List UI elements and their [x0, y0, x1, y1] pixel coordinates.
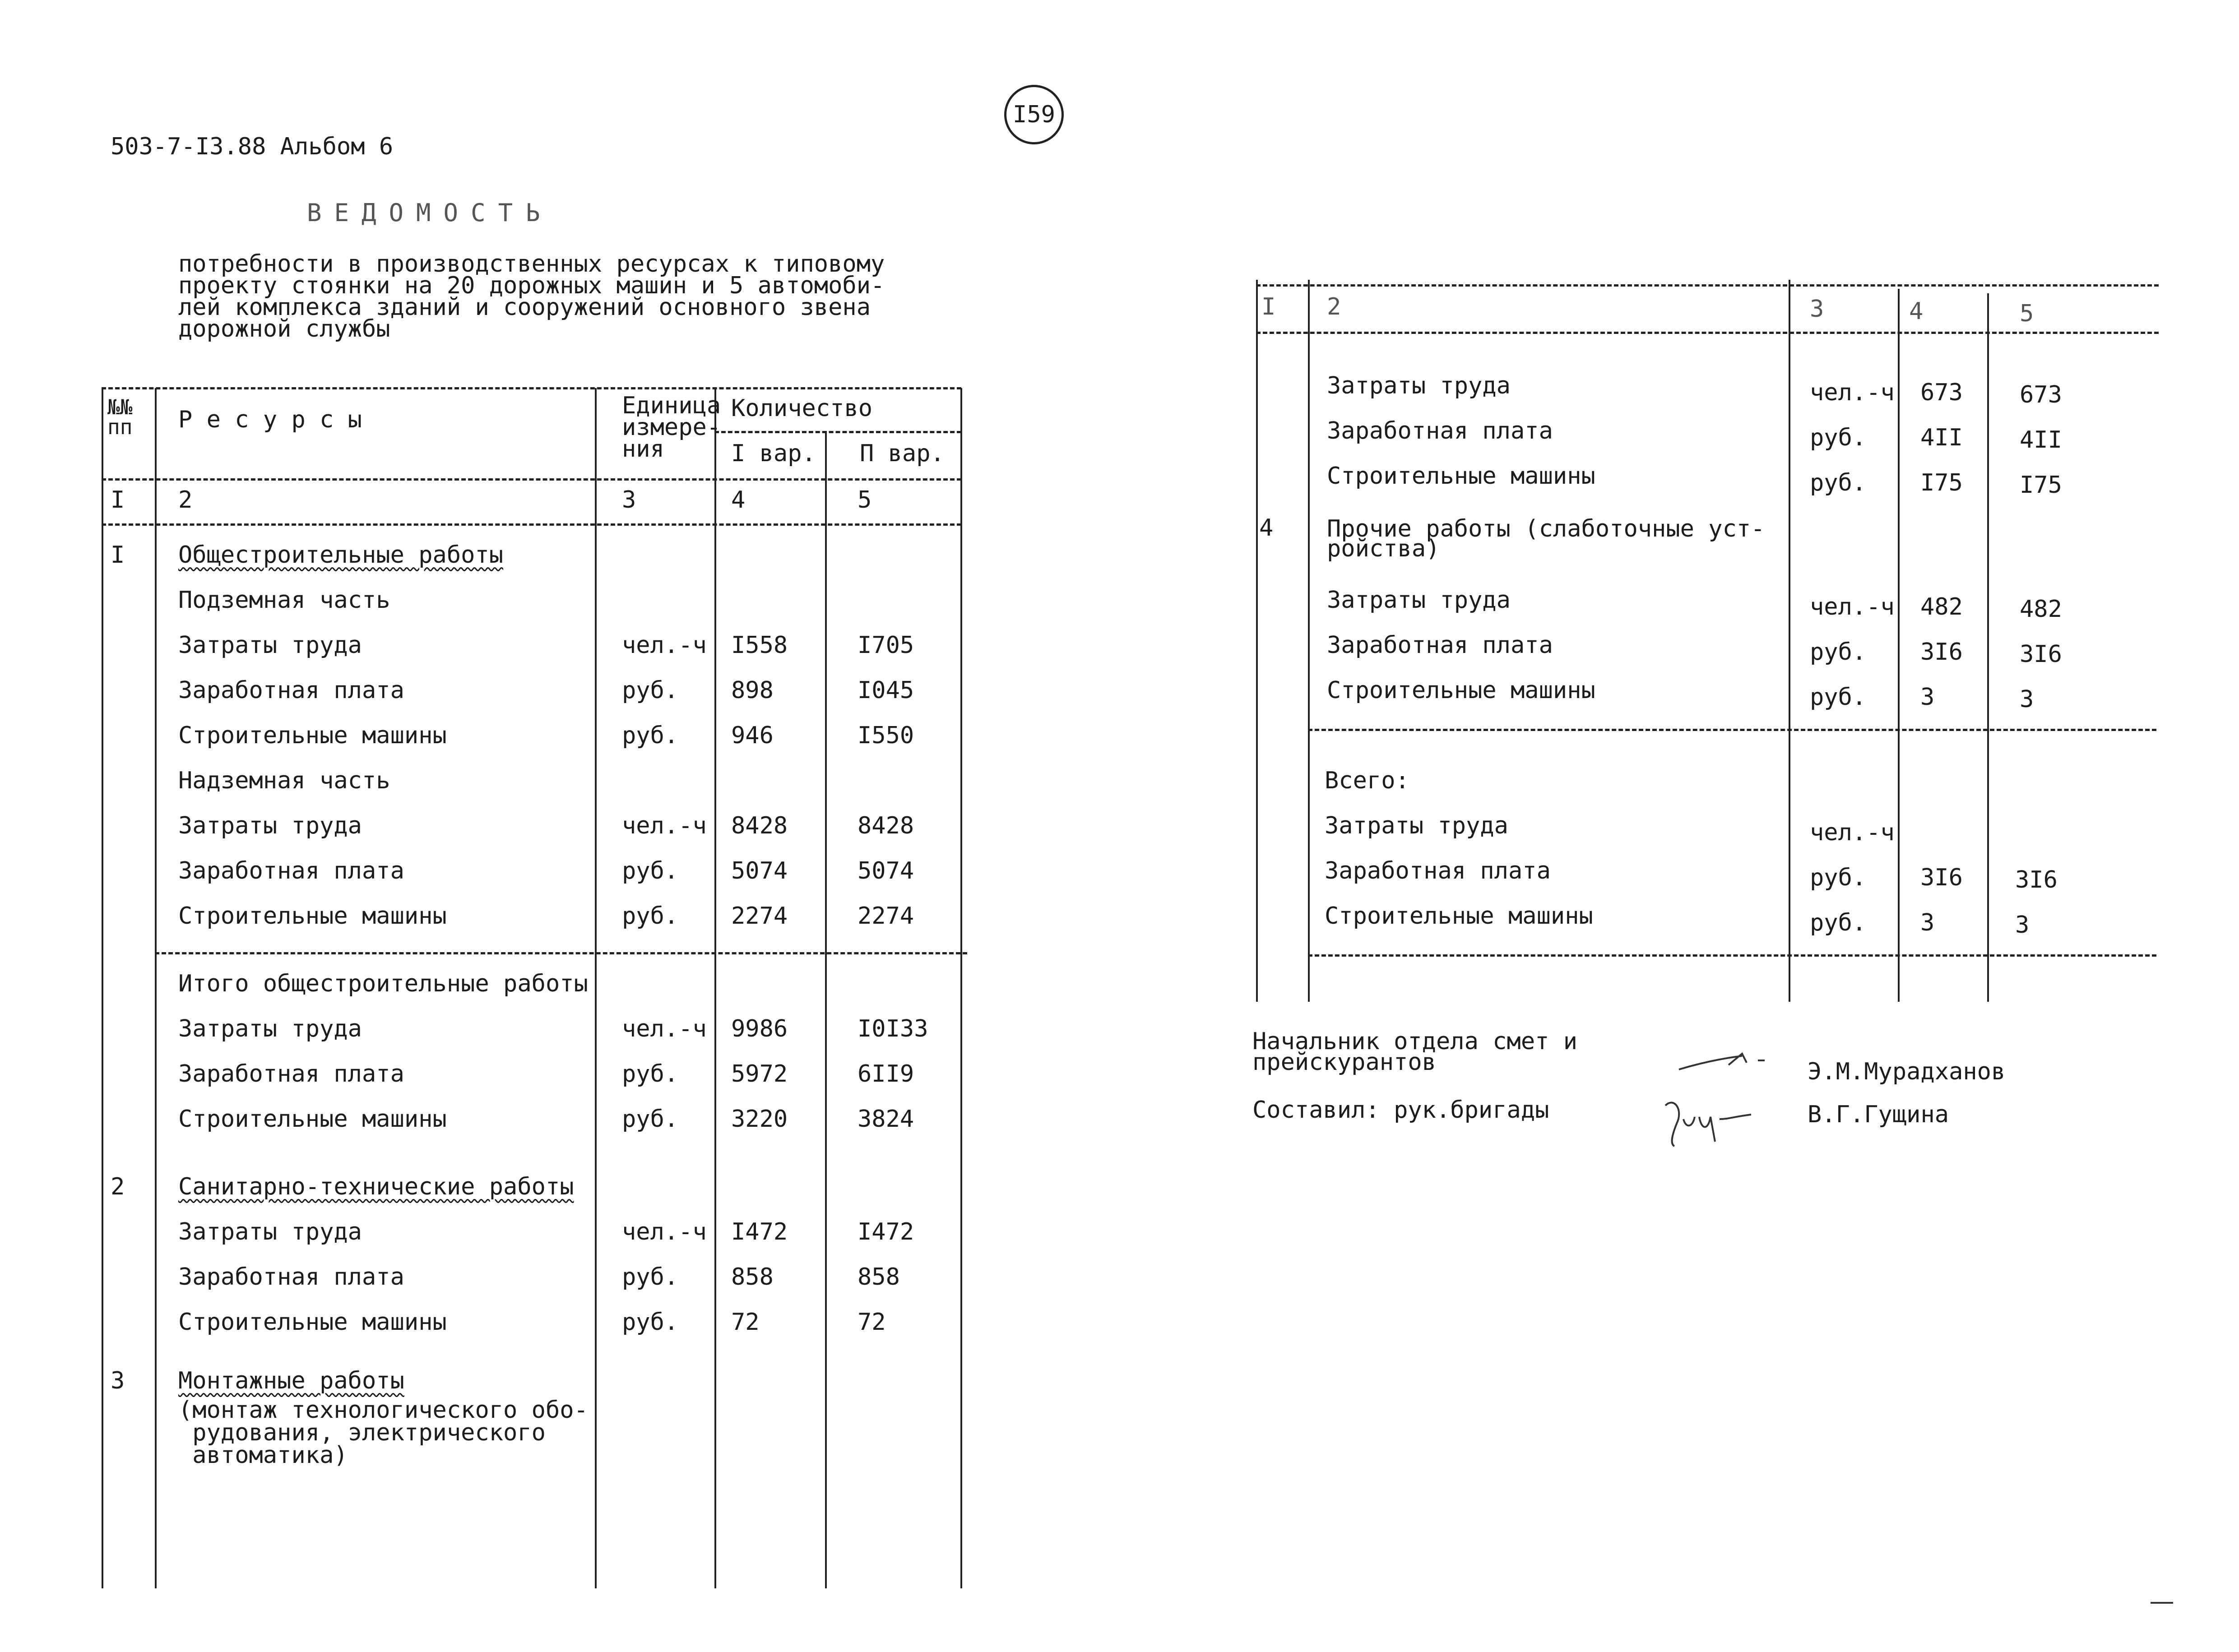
row-unit: руб. — [1810, 909, 1867, 936]
left-table-colnum-rule — [102, 523, 961, 526]
right-table-vline-3 — [1789, 280, 1790, 1002]
row-var1: 673 — [1920, 379, 1963, 406]
subtitle-line-4: дорожной службы — [178, 315, 390, 342]
left-table-vline-4 — [714, 388, 716, 1588]
colnum-1: I — [111, 486, 125, 514]
subtitle-line-1: потребности в производственных ресурсах к типовому — [178, 250, 885, 278]
row-name: Всего: — [1325, 767, 1409, 794]
subtitle-line-2: проекту стоянки на 20 дорожных машин и 5 автомоби- — [178, 272, 885, 299]
row-unit: руб. — [1810, 469, 1867, 496]
signatory-role-2: Составил: рук.бригады — [1252, 1097, 1549, 1124]
row-var2: 858 — [858, 1263, 900, 1291]
row-name: Затраты труда — [1325, 812, 1508, 839]
header-var1: I вар. — [731, 440, 816, 467]
row-name: Итого общестроительные работы — [178, 970, 588, 997]
left-table-vline-3 — [595, 388, 597, 1588]
row-var2: 3I6 — [2015, 866, 2058, 893]
row-unit: чел.-ч — [1810, 379, 1895, 406]
right-table-vline-1 — [1256, 280, 1258, 1002]
row-var1: 898 — [731, 677, 774, 704]
row-name: Заработная плата — [1327, 417, 1553, 444]
row-var2: I75 — [2020, 472, 2062, 499]
row-var2: 3I6 — [2020, 641, 2062, 668]
row-unit: руб. — [622, 1060, 679, 1087]
row-var1: 8428 — [731, 812, 788, 839]
row-num: 4 — [1259, 514, 1274, 541]
colnum-4: 4 — [731, 486, 746, 514]
margin-mark — [2151, 1602, 2173, 1604]
header-var2: П вар. — [860, 440, 945, 467]
colnum-5: 5 — [858, 486, 872, 514]
row-num: 2 — [111, 1173, 125, 1200]
row-name: Затраты труда — [178, 812, 362, 839]
row-unit: руб. — [622, 1309, 679, 1336]
colnum-3: 3 — [622, 486, 636, 514]
row-name: Затраты труда — [1327, 587, 1511, 614]
section-title: Общестроительные работы — [178, 541, 504, 569]
row-var1: 3220 — [731, 1106, 788, 1133]
document-code: 503-7-I3.88 Альбом 6 — [111, 133, 394, 160]
row-unit: чел.-ч — [1810, 819, 1895, 846]
document-title: ВЕДОМОСТЬ — [307, 199, 553, 227]
row-name: Затраты труда — [178, 1015, 362, 1042]
row-var2: I705 — [858, 632, 914, 659]
signatory-name-1: Э.М.Мурадханов — [1808, 1058, 2006, 1085]
signatory-role-1: Начальник отдела смет и прейскурантов — [1252, 1028, 1578, 1076]
row-var2: 3 — [2020, 686, 2034, 713]
row-var1: I472 — [731, 1218, 788, 1245]
row-var1: I558 — [731, 632, 788, 659]
row-var1: 3I6 — [1920, 639, 1963, 666]
header-num: №№ пп — [107, 395, 133, 439]
handwritten-signature-2 — [1661, 1092, 1760, 1151]
row-var2: I0I33 — [858, 1015, 928, 1042]
row-unit: руб. — [622, 1106, 679, 1133]
row-name: Строительные машины — [1325, 902, 1593, 930]
right-table-bottom-rule — [1308, 954, 2156, 957]
row-var1: 482 — [1920, 593, 1963, 620]
row-name: Заработная плата — [1327, 632, 1553, 659]
row-name: Строительные машины — [178, 722, 447, 749]
row-name: Строительные машины — [1327, 463, 1595, 490]
row-num: 3 — [111, 1367, 125, 1394]
row-var2: 3824 — [858, 1106, 914, 1133]
row-var2: 482 — [2020, 596, 2062, 623]
row-name: Строительные машины — [178, 1106, 447, 1133]
row-var1: 5074 — [731, 857, 788, 884]
row-name: (монтаж технологического обо- рудования, электрического автоматика) — [178, 1397, 588, 1469]
row-var1: 4II — [1920, 424, 1963, 451]
right-table-vline-2 — [1308, 280, 1310, 1002]
right-colnum-2: 2 — [1327, 293, 1341, 320]
row-var2: 6II9 — [858, 1060, 914, 1087]
row-num: I — [111, 541, 125, 569]
row-var2: 8428 — [858, 812, 914, 839]
row-unit: чел.-ч — [622, 812, 707, 839]
row-name: Строительные машины — [178, 902, 447, 930]
row-unit: чел.-ч — [622, 1015, 707, 1042]
row-var2: 5074 — [858, 857, 914, 884]
header-resources: Р е с у р с ы — [178, 406, 362, 433]
left-table-subtotal-rule — [155, 952, 967, 954]
row-unit: чел.-ч — [622, 632, 707, 659]
left-table-quantity-rule — [714, 431, 961, 433]
row-var2: 673 — [2020, 381, 2062, 408]
row-var1: 9986 — [731, 1015, 788, 1042]
handwritten-signature-1 — [1674, 1042, 1778, 1078]
row-unit: руб. — [1810, 684, 1867, 711]
right-table-colnum-rule — [1256, 332, 2159, 334]
row-name: Заработная плата — [178, 677, 404, 704]
left-table-vline-6 — [960, 388, 962, 1588]
right-colnum-1: I — [1261, 293, 1276, 320]
right-table-vline-5 — [1987, 293, 1989, 1002]
signatory-name-2: В.Г.Гущина — [1808, 1101, 1949, 1128]
row-unit: руб. — [1810, 424, 1867, 451]
row-var1: 858 — [731, 1263, 774, 1291]
left-table-header-rule — [102, 478, 961, 481]
left-table-top-rule — [102, 387, 961, 389]
right-table-subtotal-rule — [1308, 729, 2156, 731]
row-var2: I550 — [858, 722, 914, 749]
row-unit: чел.-ч — [1810, 593, 1895, 620]
row-unit: чел.-ч — [622, 1218, 707, 1245]
row-name: Надземная часть — [178, 767, 390, 794]
row-name: Строительные машины — [1327, 677, 1595, 704]
colnum-2: 2 — [178, 486, 193, 514]
row-name: Заработная плата — [178, 1263, 404, 1291]
right-colnum-4: 4 — [1909, 298, 1924, 325]
row-name: Строительные машины — [178, 1309, 447, 1336]
row-unit: руб. — [1810, 864, 1867, 891]
row-unit: руб. — [622, 722, 679, 749]
row-var1: 3I6 — [1920, 864, 1963, 891]
row-var2: 3 — [2015, 912, 2030, 939]
row-var2: 72 — [858, 1309, 886, 1336]
left-table-vline-5 — [825, 431, 827, 1588]
header-unit: Единица измере- ния — [622, 392, 721, 463]
subtitle-line-3: лей комплекса зданий и сооружений основного звена — [178, 294, 871, 321]
row-var1: 946 — [731, 722, 774, 749]
row-var2: 2274 — [858, 902, 914, 930]
row-name: Заработная плата — [178, 857, 404, 884]
right-colnum-3: 3 — [1810, 296, 1824, 323]
row-var1: 3 — [1920, 684, 1935, 711]
row-unit: руб. — [1810, 639, 1867, 666]
section-title: Монтажные работы — [178, 1367, 404, 1394]
row-var2: 4II — [2020, 426, 2062, 453]
row-var1: 72 — [731, 1309, 760, 1336]
row-unit: руб. — [622, 902, 679, 930]
row-unit: руб. — [622, 1263, 679, 1291]
row-var1: 3 — [1920, 909, 1935, 936]
page-number-stamp — [1004, 85, 1064, 144]
row-unit: руб. — [622, 857, 679, 884]
row-name: Затраты труда — [178, 1218, 362, 1245]
left-table-vline-1 — [102, 388, 103, 1588]
row-name: Заработная плата — [1325, 857, 1551, 884]
page-number: I59 — [1013, 101, 1055, 128]
row-var2: I045 — [858, 677, 914, 704]
row-var1: I75 — [1920, 469, 1963, 496]
row-unit: руб. — [622, 677, 679, 704]
row-name: Прочие работы (слаботочные уст- ройства) — [1327, 515, 1765, 562]
row-name: Заработная плата — [178, 1060, 404, 1087]
right-colnum-5: 5 — [2020, 300, 2034, 327]
section-title: Санитарно-технические работы — [178, 1173, 574, 1200]
row-name: Подземная часть — [178, 587, 390, 614]
header-quantity: Количество — [731, 395, 873, 422]
right-table-top-rule — [1256, 284, 2159, 287]
row-var1: 5972 — [731, 1060, 788, 1087]
row-var2: I472 — [858, 1218, 914, 1245]
right-table-vline-4 — [1898, 289, 1900, 1002]
left-table-vline-2 — [155, 388, 157, 1588]
row-name: Затраты труда — [178, 632, 362, 659]
row-var1: 2274 — [731, 902, 788, 930]
row-name: Затраты труда — [1327, 372, 1511, 399]
